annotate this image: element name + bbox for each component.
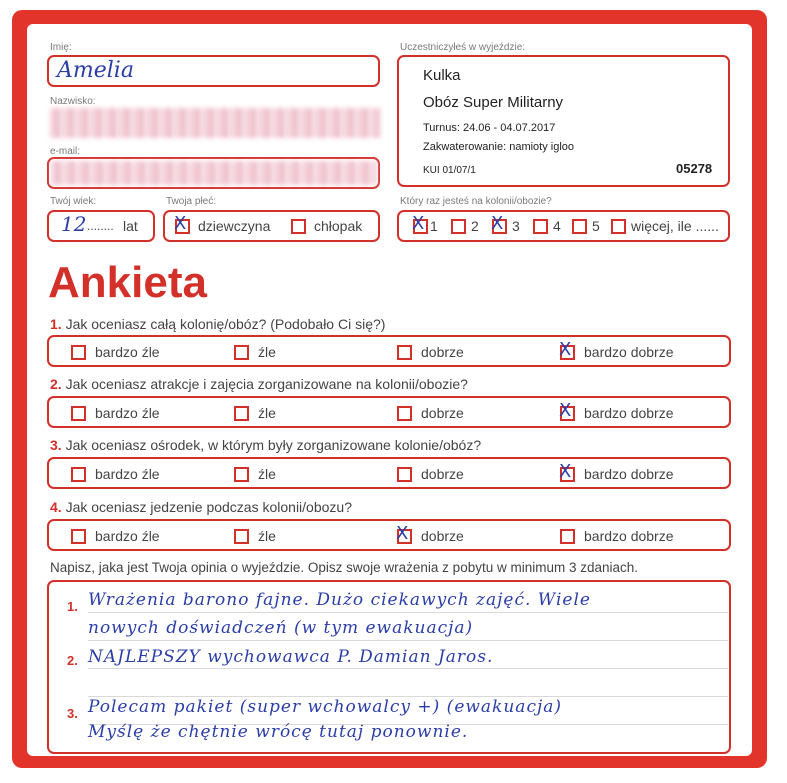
question-number: 4. xyxy=(50,499,62,515)
trip-camp-name: Obóz Super Militarny xyxy=(423,94,564,111)
times-1-label: 1 xyxy=(430,218,438,234)
gender-label: Twoja płeć: xyxy=(166,196,217,207)
gender-male-checkbox[interactable] xyxy=(291,219,306,234)
times-4-checkbox[interactable] xyxy=(533,219,548,234)
times-5-checkbox[interactable] xyxy=(572,219,587,234)
opinion-number-1: 1. xyxy=(67,599,78,614)
q1-very-good-label: bardzo dobrze xyxy=(584,344,674,360)
q4-bad-checkbox[interactable] xyxy=(234,529,249,544)
ruled-line xyxy=(88,640,728,641)
question-1 xyxy=(50,316,385,332)
q2-bad-label: źle xyxy=(258,405,276,421)
age-label: Twój wiek: xyxy=(50,196,97,207)
q3-bad-label: źle xyxy=(258,466,276,482)
times-3-checkbox[interactable] xyxy=(491,213,507,234)
question-3-options xyxy=(47,457,731,489)
question-text: Jak oceniasz jedzenie podczas kolonii/obozu? xyxy=(65,499,352,515)
q3-very-good-checkbox[interactable] xyxy=(559,461,575,482)
q4-very-good-checkbox[interactable] xyxy=(560,529,575,544)
gender-field xyxy=(163,210,380,242)
q1-bad-checkbox[interactable] xyxy=(234,345,249,360)
age-value: 12 xyxy=(61,212,87,236)
q4-very-bad-label: bardzo źle xyxy=(95,528,160,544)
checkmark-icon: X xyxy=(396,523,409,544)
q3-very-bad-checkbox[interactable] xyxy=(71,467,86,482)
surname-label: Nazwisko: xyxy=(50,96,96,107)
opinion-prompt: Napisz, jaka jest Twoja opinia o wyjeździe. Opisz swoje wrażenia z pobytu w minimum 3 zdaniach. xyxy=(50,560,639,575)
name-label: Imię: xyxy=(50,42,72,53)
trip-turnus xyxy=(423,122,555,134)
q1-bad-label: źle xyxy=(258,344,276,360)
opinion-number-3: 3. xyxy=(67,706,78,721)
turnus-value: 24.06 - 04.07.2017 xyxy=(462,122,556,134)
trip-code: KUI 01/07/1 xyxy=(423,165,476,176)
opinion-number-2: 2. xyxy=(67,653,78,668)
age-unit: lat xyxy=(123,218,138,234)
q1-very-bad-checkbox[interactable] xyxy=(71,345,86,360)
opinion-line-5: Myślę że chętnie wrócę tutaj ponownie. xyxy=(88,722,469,742)
times-label: Który raz jesteś na kolonii/obozie? xyxy=(400,196,552,207)
times-more-checkbox[interactable] xyxy=(611,219,626,234)
question-number: 3. xyxy=(50,437,62,453)
times-more-label: więcej, ile ...... xyxy=(631,218,719,234)
checkmark-icon: X xyxy=(174,213,187,234)
question-text: Jak oceniasz ośrodek, w którym były zorganizowane kolonie/obóz? xyxy=(65,437,482,453)
question-text: Jak oceniasz całą kolonię/obóz? (Podobało Ci się?) xyxy=(65,316,386,332)
trip-info-box xyxy=(397,55,730,187)
times-2-checkbox[interactable] xyxy=(451,219,466,234)
opinion-line-4: Polecam pakiet (super wchowalcy +) (ewakuacja) xyxy=(88,697,563,717)
times-3-label: 3 xyxy=(512,218,520,234)
turnus-label: Turnus: xyxy=(423,122,460,134)
checkmark-icon: X xyxy=(559,400,572,421)
q2-very-bad-label: bardzo źle xyxy=(95,405,160,421)
ruled-line xyxy=(88,668,728,669)
q1-good-checkbox[interactable] xyxy=(397,345,412,360)
q2-good-label: dobrze xyxy=(421,405,464,421)
q3-good-checkbox[interactable] xyxy=(397,467,412,482)
question-4 xyxy=(50,499,352,515)
ruled-line xyxy=(88,612,728,613)
q3-very-bad-label: bardzo źle xyxy=(95,466,160,482)
times-2-label: 2 xyxy=(471,218,479,234)
checkmark-icon: X xyxy=(491,213,504,234)
survey-title: Ankieta xyxy=(48,258,207,307)
checkmark-icon: X xyxy=(412,213,425,234)
accommodation-value: namioty igloo xyxy=(509,141,575,153)
email-field[interactable] xyxy=(47,157,380,189)
question-text: Jak oceniasz atrakcje i zajęcia zorganizowane na kolonii/obozie? xyxy=(65,376,468,392)
gender-female-label: dziewczyna xyxy=(198,218,271,234)
times-1-checkbox[interactable] xyxy=(412,213,428,234)
opinion-line-1: Wrażenia barono fajne. Dużo ciekawych zajęć. Wiele xyxy=(88,590,591,610)
times-field xyxy=(397,210,730,242)
q1-very-good-checkbox[interactable] xyxy=(559,339,575,360)
q3-very-good-label: bardzo dobrze xyxy=(584,466,674,482)
gender-female-checkbox[interactable] xyxy=(174,213,190,234)
q3-good-label: dobrze xyxy=(421,466,464,482)
surname-redacted xyxy=(50,108,380,138)
q2-very-bad-checkbox[interactable] xyxy=(71,406,86,421)
q2-good-checkbox[interactable] xyxy=(397,406,412,421)
times-4-label: 4 xyxy=(553,218,561,234)
q2-very-good-checkbox[interactable] xyxy=(559,400,575,421)
q2-bad-checkbox[interactable] xyxy=(234,406,249,421)
email-label: e-mail: xyxy=(50,146,81,157)
trip-accommodation xyxy=(423,141,574,153)
q4-bad-label: źle xyxy=(258,528,276,544)
trip-label: Uczestniczyłeś w wyjeździe: xyxy=(400,42,526,53)
times-5-label: 5 xyxy=(592,218,600,234)
question-number: 2. xyxy=(50,376,62,392)
question-2-options xyxy=(47,396,731,428)
question-4-options xyxy=(47,519,731,551)
age-dots: ........ xyxy=(87,219,114,233)
checkmark-icon: X xyxy=(559,339,572,360)
opinion-line-3: NAJLEPSZY wychowawca P. Damian Jaros. xyxy=(88,647,494,667)
q4-good-label: dobrze xyxy=(421,528,464,544)
q1-good-label: dobrze xyxy=(421,344,464,360)
email-redacted xyxy=(51,161,377,185)
q2-very-good-label: bardzo dobrze xyxy=(584,405,674,421)
q4-very-bad-checkbox[interactable] xyxy=(71,529,86,544)
name-field[interactable] xyxy=(47,55,380,87)
q3-bad-checkbox[interactable] xyxy=(234,467,249,482)
trip-company: Kulka xyxy=(423,67,461,84)
trip-number: 05278 xyxy=(676,161,713,176)
question-2 xyxy=(50,376,468,392)
opinion-line-2: nowych doświadczeń (w tym ewakuacja) xyxy=(88,618,474,638)
accommodation-label: Zakwaterowanie: xyxy=(423,141,507,153)
checkmark-icon: X xyxy=(559,461,572,482)
name-value: Amelia xyxy=(57,58,134,83)
question-1-options xyxy=(47,335,731,367)
age-field[interactable] xyxy=(47,210,155,242)
question-number: 1. xyxy=(50,316,62,332)
gender-male-label: chłopak xyxy=(314,218,363,234)
q4-good-checkbox[interactable] xyxy=(396,523,412,544)
q1-very-bad-label: bardzo źle xyxy=(95,344,160,360)
question-3 xyxy=(50,437,481,453)
q4-very-good-label: bardzo dobrze xyxy=(584,528,674,544)
